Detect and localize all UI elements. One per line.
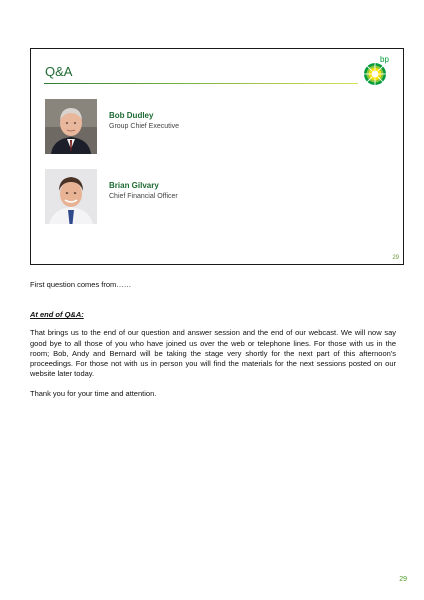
notes-paragraph: Thank you for your time and attention. (30, 389, 157, 399)
slide-thumbnail (30, 48, 404, 265)
speaker-notes (30, 280, 396, 410)
slide-number: 29 (392, 255, 399, 261)
person-role: Group Chief Executive (109, 123, 180, 130)
person-role: Chief Financial Officer (109, 193, 178, 200)
bp-helios-logo-icon (359, 52, 395, 88)
portrait-photo (45, 99, 97, 154)
slide-title: Q&A (45, 64, 73, 79)
first-question-text: First question comes from…… (30, 280, 132, 289)
person-name: Brian Gilvary (109, 181, 159, 190)
page-number: 29 (399, 576, 407, 583)
bp-logo-text: bp (380, 55, 389, 64)
person-name: Bob Dudley (109, 111, 154, 120)
notes-paragraph: That brings us to the end of our question and answer session and the end of our webcast. We will now say good bye to all those of you who have joined us over the web or telephone lines. For those with us in the room; Bob, Andy and Bernard will be taking the stage very shortly for the next part of this afternoon's proceedings. For those not with us in person you will find the materials for the next sessions posted on our website later today. (30, 328, 396, 379)
notes-heading: At end of Q&A: (30, 310, 84, 320)
title-rule (44, 83, 358, 84)
portrait-photo (45, 169, 97, 224)
